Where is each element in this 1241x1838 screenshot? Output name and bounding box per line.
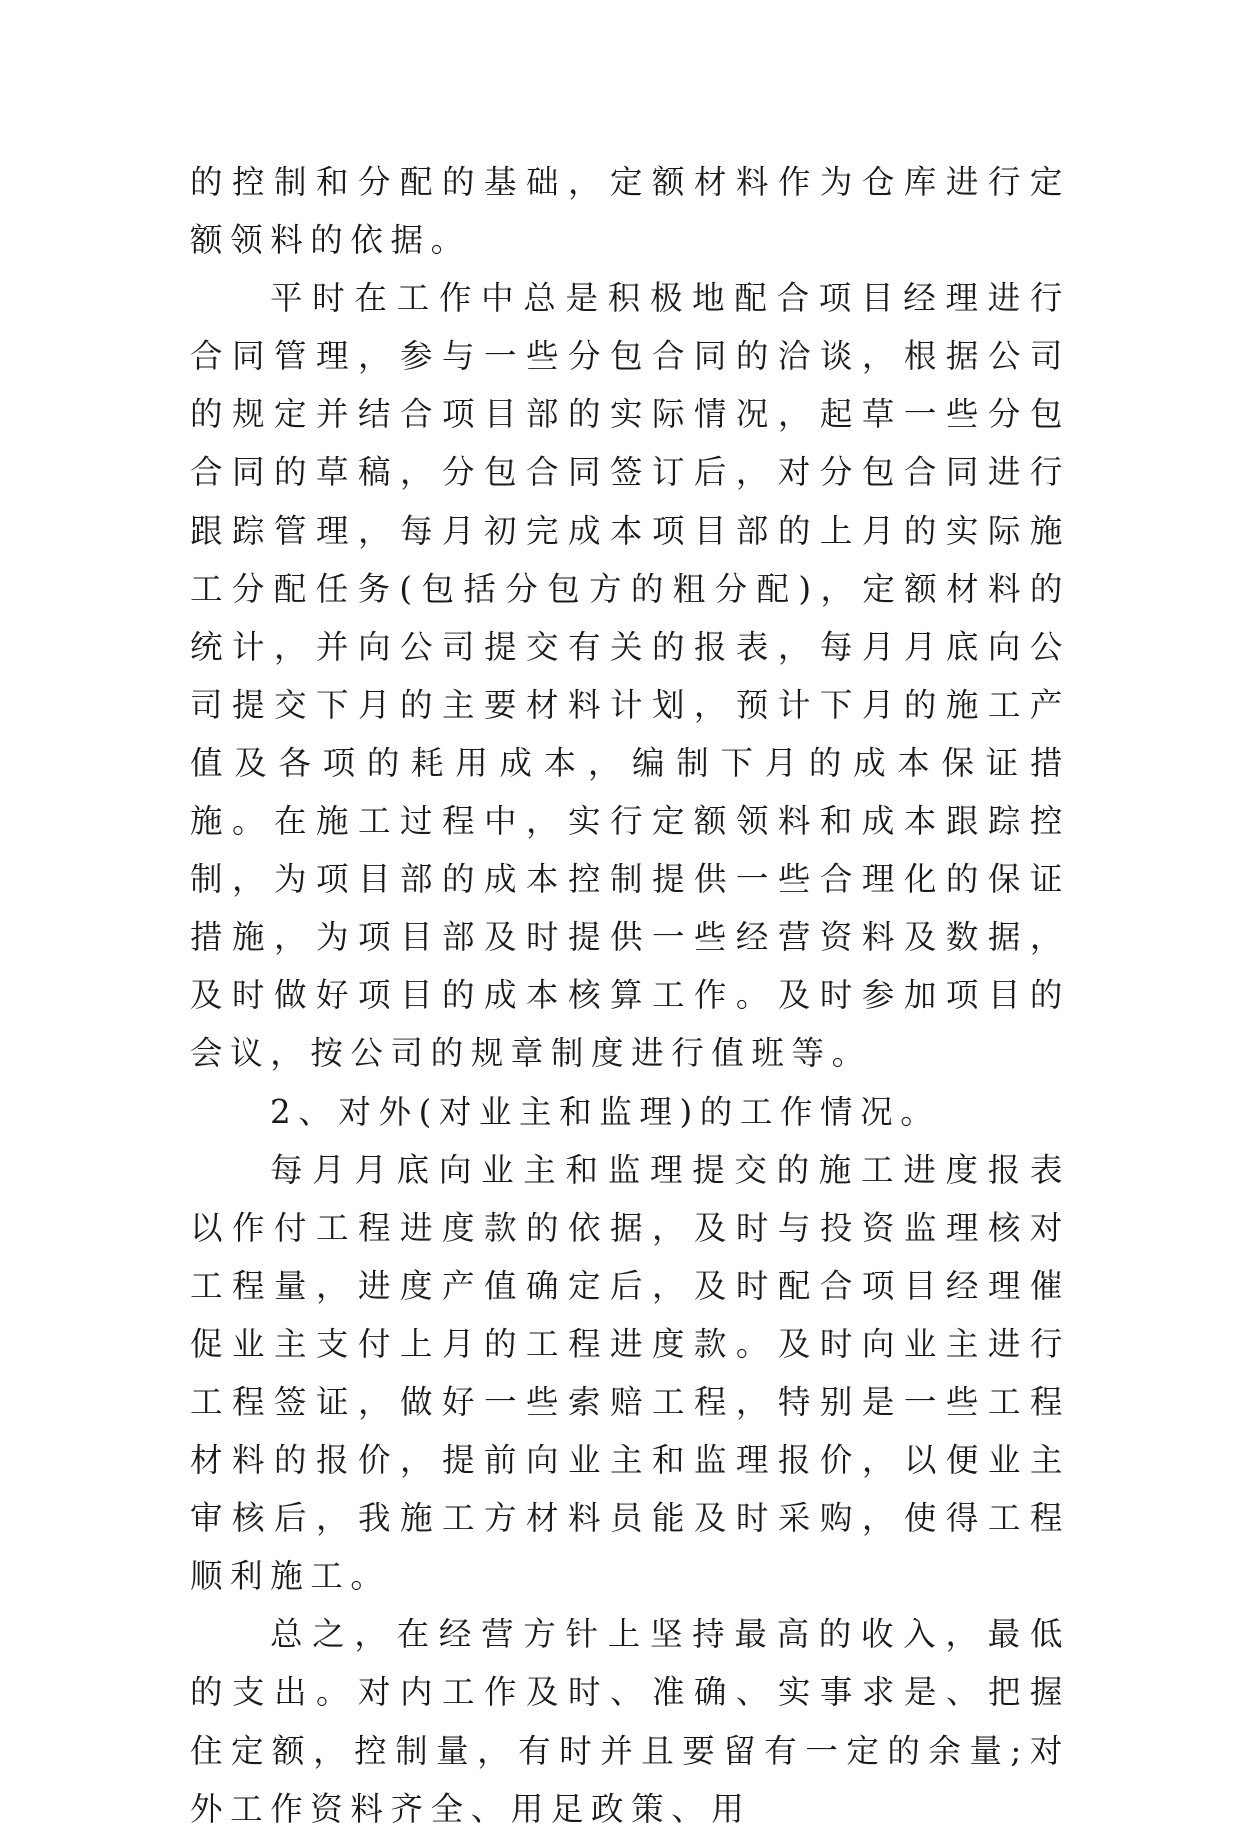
paragraph-contract-management: 平时在工作中总是积极地配合项目经理进行合同管理，参与一些分包合同的洽谈，根据公司的规定并结合项目部的实际情况，起草一些分包合同的草稿，分包合同签订后，对分包合同进行跟踪管理，每月初完成本项目部的上月的实际施工分配任务(包括分包方的粗分配)，定额材料的统计，并向公司提交有关的报表，每月月底向公司提交下月的主要材料计划，预计下月的施工产值及各项的耗用成本，编制下月的成本保证措施。在施工过程中，实行定额领料和成本跟踪控制，为项目部的成本控制提供一些合理化的保证措施，为项目部及时提供一些经营资料及数据，及时做好项目的成本核算工作。及时参加项目的会议，按公司的规章制度进行值班等。 xyxy=(190,279,1070,1073)
paragraph-summary: 总之，在经营方针上坚持最高的收入，最低的支出。对内工作及时、准确、实事求是、把握住定额，控制量，有时并且要留有一定的余量;对外工作资料齐全、用足政策、用 xyxy=(190,1615,1070,1828)
body-text xyxy=(190,153,1070,1838)
paragraph-continuation: 的控制和分配的基础，定额材料作为仓库进行定额领料的依据。 xyxy=(190,163,1070,260)
section-heading-external-work: 2、对外(对业主和监理)的工作情况。 xyxy=(270,1092,941,1131)
paragraph-external-work: 每月月底向业主和监理提交的施工进度报表以作付工程进度款的依据，及时与投资监理核对工程量，进度产值确定后，及时配合项目经理催促业主支付上月的工程进度款。及时向业主进行工程签证，做好一些索赔工程，特别是一些工程材料的报价，提前向业主和监理报价，以便业主审核后，我施工方材料员能及时采购，使得工程顺利施工。 xyxy=(190,1150,1070,1596)
